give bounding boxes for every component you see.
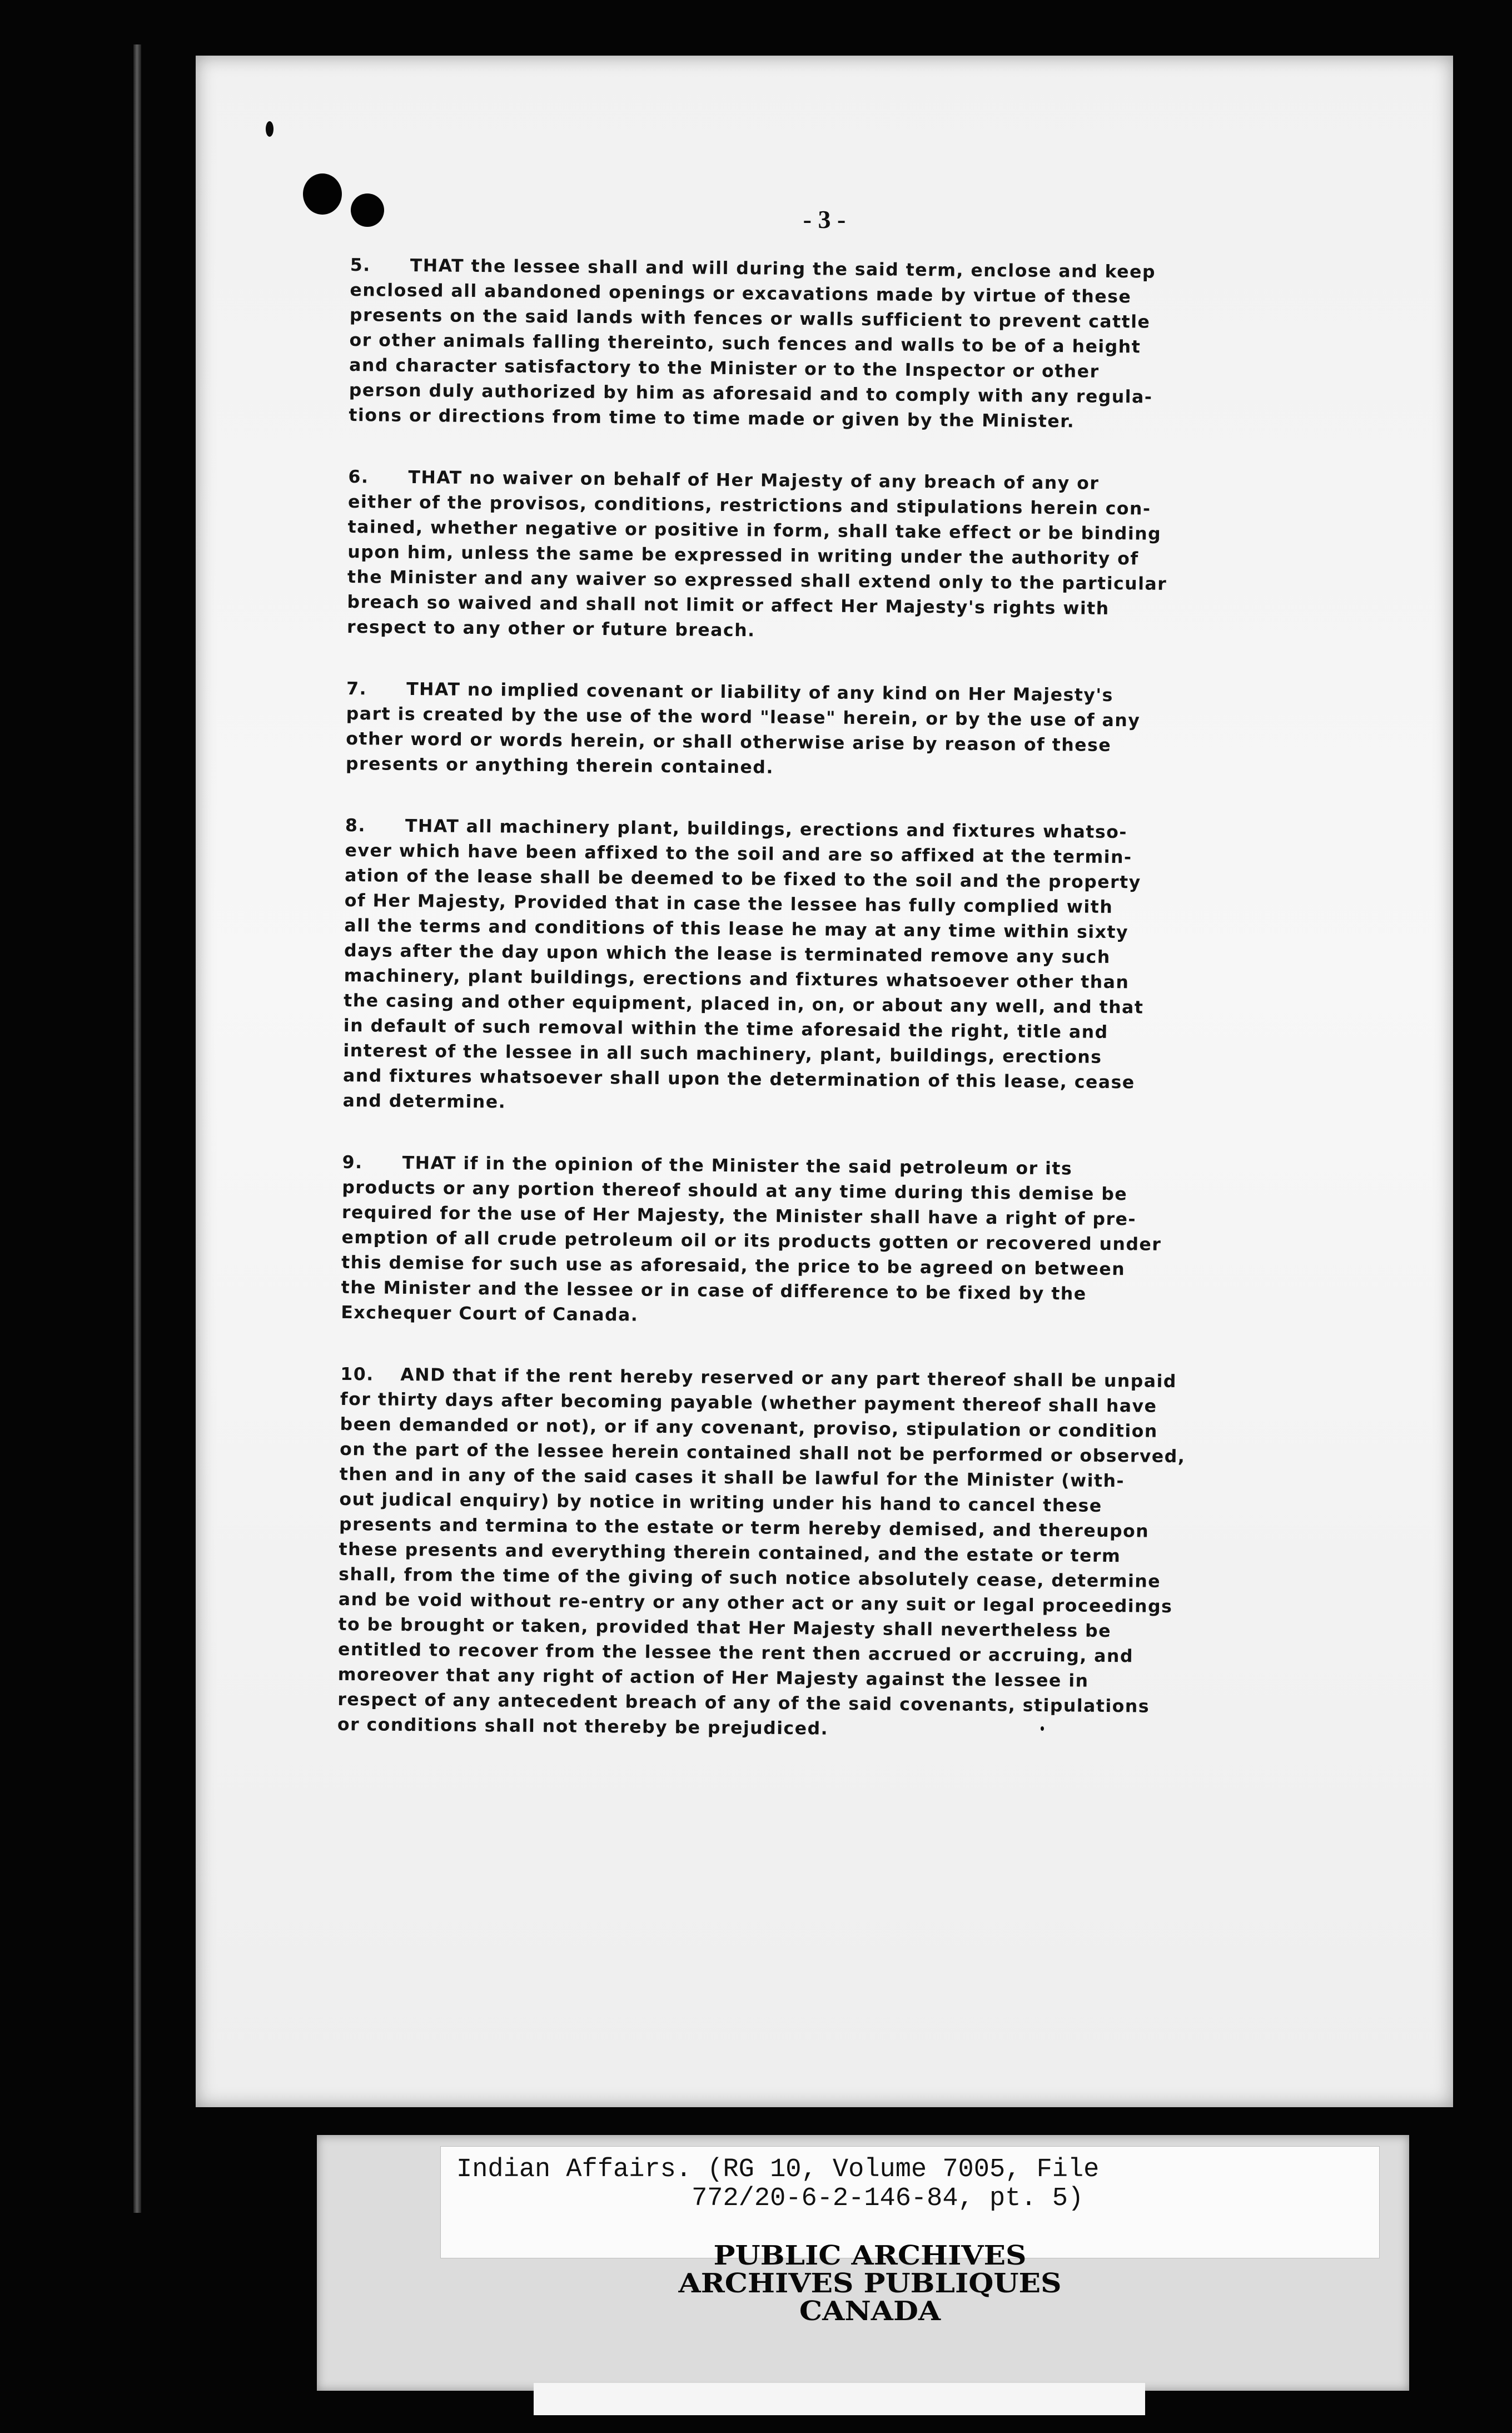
- scan-speck: [266, 121, 273, 137]
- clause-8: [342, 813, 1424, 1123]
- clause-text: AND that if the rent hereby reserved or any part thereof shall be unpaid for thirty days after becoming payable (whether payment thereof shall have been demanded or not), or if any covenant, proviso, stipulation or condition on the part of the lessee herein contained shall not be performed or observed, then and in any of the said cases it shall be lawful for the Minister (with- out judical enquiry) by notice in writing under his hand to cancel these presents and termina to the estate or term hereby demised, and thereupon these presents and everything therein contained, and the estate or term shall, from the time of the giving of such notice absolutely cease, determine and be void without re-entry or any other act or any suit or legal proceedings to be brought or taken, provided that Her Majesty shall nevertheless be entitled to recover from the lessee the rent then accrued or accruing, and moreover that any right of action of Her Majesty against the lessee in respect of any antecedent breach of any of the said covenants, stipulations or conditions shall not thereby be prejudiced.: [337, 1364, 1186, 1739]
- clause-10: [337, 1362, 1419, 1747]
- clause-5: [349, 253, 1429, 438]
- clause-text: THAT all machinery plant, buildings, erections and fixtures whatso- ever which have been affixed to the soil and are so affixed at the termin- ation of the lease shall be deemed to be fixed to the soil and the property of Her Majesty, Provided that in case the lessee has fully complied with all the terms and conditions of this lease he may at any time within sixty days after the day upon which the lease is terminated remove any such machinery, plant buildings, erections and fixtures whatsoever other than the casing and other equipment, placed in, on, or about any well, and that in default of such removal within the time aforesaid the right, title and interest of the lessee in all such machinery, plant, buildings, erections and fixtures whatsoever shall upon the determination of this lease, cease and determine.: [342, 816, 1144, 1113]
- citation-line-1: Indian Affairs. (RG 10, Volume 7005, File: [456, 2155, 1100, 2184]
- clause-number: 8.: [345, 815, 366, 836]
- document-page: [196, 56, 1453, 2107]
- public-archives-stamp: [659, 2242, 1081, 2328]
- film-tab: [534, 2383, 1145, 2415]
- clause-number: 10.: [340, 1364, 374, 1385]
- clause-7: [346, 677, 1425, 786]
- clause-number: 9.: [342, 1152, 363, 1173]
- film-edge: [133, 44, 141, 2213]
- clause-6: [347, 465, 1427, 649]
- clause-number: 7.: [346, 678, 367, 699]
- clause-text: THAT the lessee shall and will during the said term, enclose and keep enclosed all abandoned openings or excavations made by virtue of these presents on the said lands with fences or walls sufficient to prevent cattle or other animals falling thereinto, such fences and walls to be of a height and character satisfactory to the Minister or to the Inspector or other person duly authorized by him as aforesaid and to comply with any regula- tions or directions from time to time made or given by the Minister.: [349, 255, 1156, 432]
- clause-text: THAT no waiver on behalf of Her Majesty of any breach of any or either of the provisos, conditions, restrictions and stipulations herein con- tained, whether negative or positive in form, shall take effect or be binding upon him, unless the same be expressed in writing under the authority of the Minister and any waiver so expressed shall extend only to the particular breach so waived and shall not limit or affect Her Majesty's rights with respect to any other or future breach.: [346, 467, 1167, 641]
- clause-text: THAT no implied covenant or liability of any kind on Her Majesty's part is created by the use of the word "lease" herein, or by the use of any other word or words herein, or shall otherwise arise by reason of these presents or anything therein contained.: [345, 679, 1141, 778]
- lease-clauses: [337, 253, 1429, 1784]
- clause-9: [341, 1150, 1421, 1335]
- clause-number: 6.: [348, 466, 369, 488]
- clause-number: 5.: [350, 255, 371, 276]
- citation-text: [456, 2156, 1362, 2213]
- page-number: - 3 -: [803, 205, 846, 234]
- clause-text: THAT if in the opinion of the Minister the said petroleum or its products or any portion thereof should at any time during this demise be required for the use of Her Majesty, the Minister shall have a right of pre- emption of all crude petroleum oil or its products gotten or recovered under this demise for such use as aforesaid, the price to be agreed on between the Minister and the lessee or in case of difference to be fixed by the Exchequer Court of Canada.: [341, 1153, 1162, 1325]
- stamp-line-2: ARCHIVES PUBLIQUES: [678, 2268, 1062, 2299]
- stamp-line-3: CANADA: [799, 2296, 941, 2327]
- citation-line-2: 772/20-6-2-146-84, pt. 5): [456, 2184, 1084, 2213]
- stamp-line-1: PUBLIC ARCHIVES: [713, 2240, 1027, 2271]
